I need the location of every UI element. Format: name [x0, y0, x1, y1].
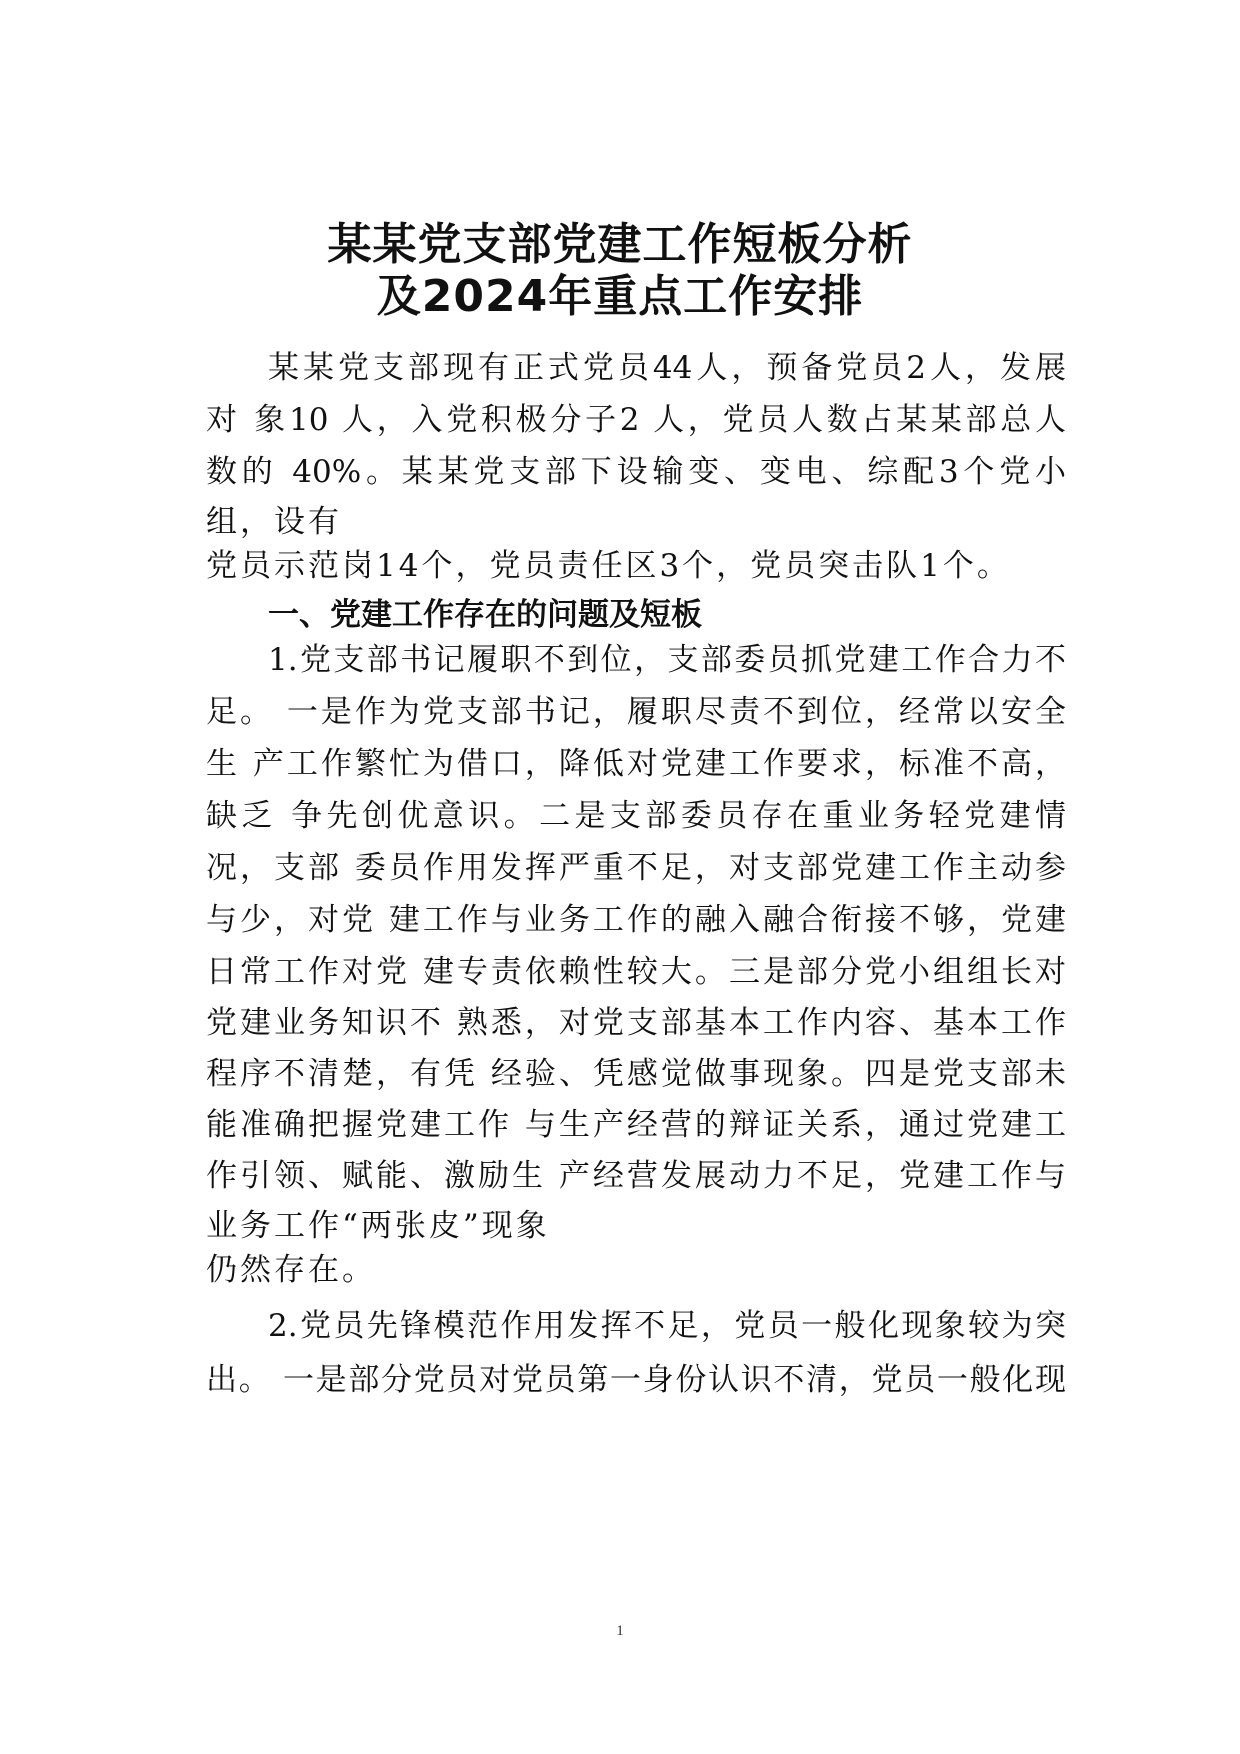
intro-line: 数的 40%。某某党支部下设输变、变电、综配3个党小	[206, 454, 1066, 490]
item1-line: 作引领、赋能、激励生 产经营发展动力不足，党建工作与	[206, 1158, 1066, 1194]
page-number: 1	[616, 1623, 624, 1639]
item1-line: 程序不清楚，有凭 经验、凭感觉做事现象。四是党支部未	[206, 1056, 1066, 1092]
intro-line: 对 象10 人，入党积极分子2 人，党员人数占某某部总人	[206, 402, 1066, 438]
intro-line: 党员示范岗14个，党员责任区3个，党员突击队1个。	[206, 548, 1011, 584]
intro-line: 组，设有	[206, 504, 342, 540]
item1-line: 与少，对党 建工作与业务工作的融入融合衔接不够，党建	[206, 902, 1066, 938]
item1-line: 业务工作“两张皮”现象	[206, 1208, 550, 1244]
intro-line: 某某党支部现有正式党员44人，预备党员2人，发展	[268, 350, 1066, 386]
item1-line: 1.党支部书记履职不到位，支部委员抓党建工作合力不	[268, 642, 1066, 678]
item2-line: 2.党员先锋模范作用发挥不足，党员一般化现象较为突	[268, 1308, 1066, 1344]
document-title-line-1: 某某党支部党建工作短板分析	[327, 219, 913, 270]
item1-line: 生 产工作繁忙为借口，降低对党建工作要求，标准不高，	[206, 746, 1066, 782]
document-title-line-2: 及2024年重点工作安排	[376, 271, 864, 322]
item1-line: 能准确把握党建工作 与生产经营的辩证关系，通过党建工	[206, 1107, 1066, 1143]
item1-line: 仍然存在。	[206, 1252, 376, 1288]
section-heading: 一、党建工作存在的问题及短板	[268, 597, 702, 633]
item1-line: 况，支部 委员作用发挥严重不足，对支部党建工作主动参	[206, 850, 1066, 886]
item1-line: 党建业务知识不 熟悉，对党支部基本工作内容、基本工作	[206, 1005, 1066, 1041]
item2-line: 出。 一是部分党员对党员第一身份认识不清，党员一般化现	[206, 1362, 1066, 1398]
item1-line: 缺乏 争先创优意识。二是支部委员存在重业务轻党建情	[206, 798, 1066, 834]
item1-line: 足。 一是作为党支部书记，履职尽责不到位，经常以安全	[206, 694, 1066, 730]
item1-line: 日常工作对党 建专责依赖性较大。三是部分党小组组长对	[206, 954, 1066, 990]
